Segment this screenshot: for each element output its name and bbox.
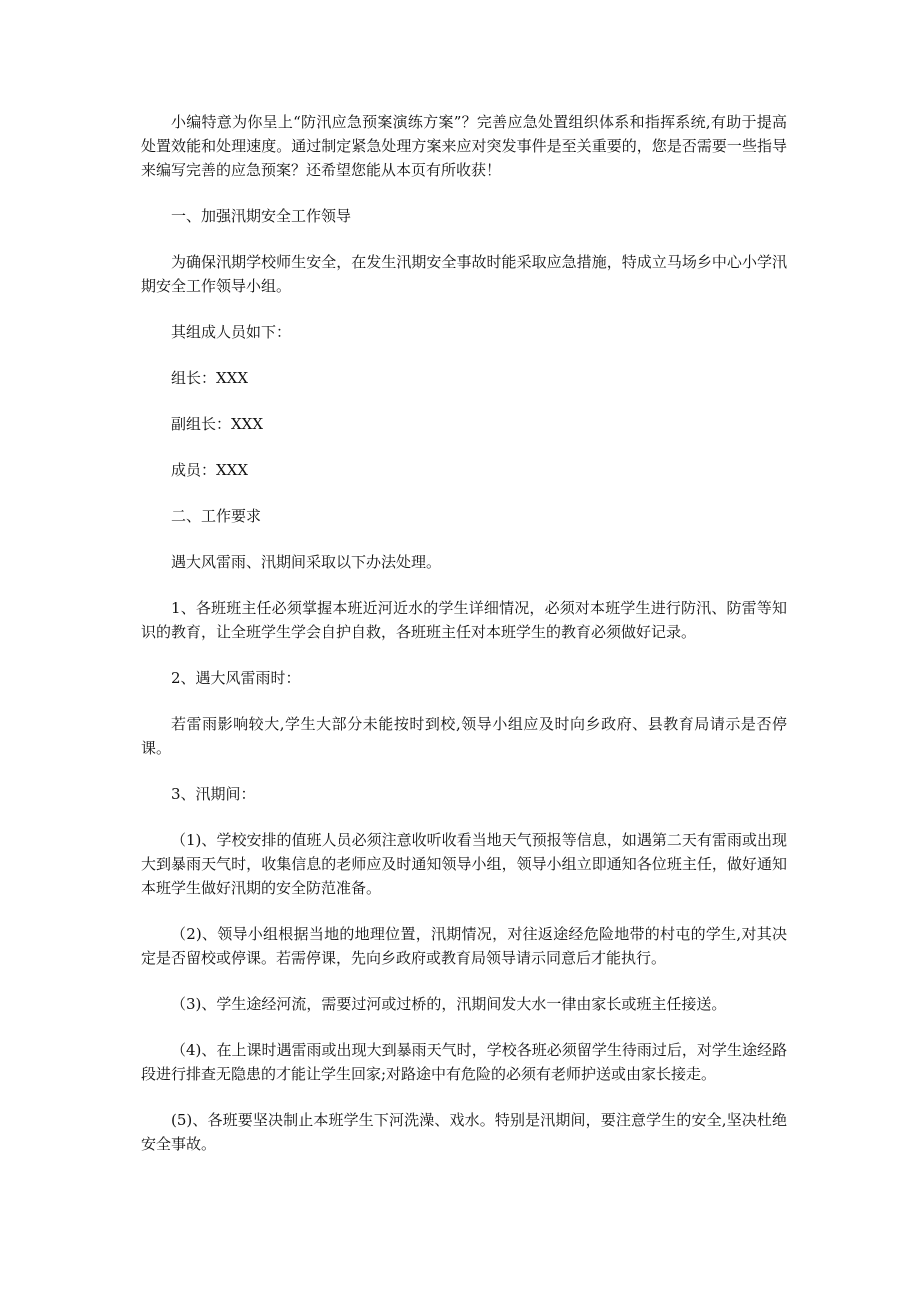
sub-list-item: （3)、学生途经河流，需要过河或过桥的，汛期间发大水一律由家长或班主任接送。 [171,995,727,1013]
sub-list-item: （2)、领导小组根据当地的地理位置，汛期情况，对往返途经危险地带的村屯的学生,对其决定是否留校或停课。若需停课，先向乡政府或教育局领导请示同意后才能执行。 [141,925,787,967]
intro-paragraph: 小编特意为你呈上“防汛应急预案演练方案”？完善应急处置组织体系和指挥系统,有助于提高处置效能和处理速度。通过制定紧急处理方案来应对突发事件是至关重要的，您是否需要一些指导来编写完善的应急预案？还希望您能从本页有所收获！ [141,113,787,179]
paragraph: 遇大风雷雨、汛期间采取以下办法处理。 [171,553,442,571]
list-item: 3、汛期间： [171,785,256,803]
member-leader: 组长：XXX [171,369,249,387]
member-members: 成员：XXX [171,461,249,479]
section-heading-1: 一、加强汛期安全工作领导 [171,207,352,225]
sub-list-item: (5)、各班要坚决制止本班学生下河洗澡、戏水。特别是汛期间，要注意学生的安全,坚决杜绝安全事故。 [141,1111,787,1153]
sub-list-item: （4)、在上课时遇雷雨或出现大到暴雨天气时，学校各班必须留学生待雨过后，对学生途经路段进行排查无隐患的才能让学生回家;对路途中有危险的必须有老师护送或由家长接走。 [141,1041,787,1083]
sub-list-item: （1)、学校安排的值班人员必须注意收听收看当地天气预报等信息，如遇第二天有雷雨或出现大到暴雨天气时，收集信息的老师应及时通知领导小组，领导小组立即通知各位班主任，做好通知本班学生做好汛期的安全防范准备。 [141,831,787,897]
list-item: 1、各班班主任必须掌握本班近河近水的学生详细情况，必须对本班学生进行防汛、防雷等知识的教育，让全班学生学会自护自救，各班班主任对本班学生的教育必须做好记录。 [141,599,787,641]
member-deputy: 副组长：XXX [171,415,264,433]
paragraph: 若雷雨影响较大,学生大部分未能按时到校,领导小组应及时向乡政府、县教育局请示是否停课。 [141,715,787,757]
document-body [141,110,787,1178]
paragraph: 为确保汛期学校师生安全，在发生汛期安全事故时能采取应急措施，特成立马场乡中心小学汛期安全工作领导小组。 [141,253,787,295]
paragraph: 其组成人员如下： [171,323,292,341]
list-item: 2、遇大风雷雨时： [171,669,301,687]
section-heading-2: 二、工作要求 [171,507,262,525]
